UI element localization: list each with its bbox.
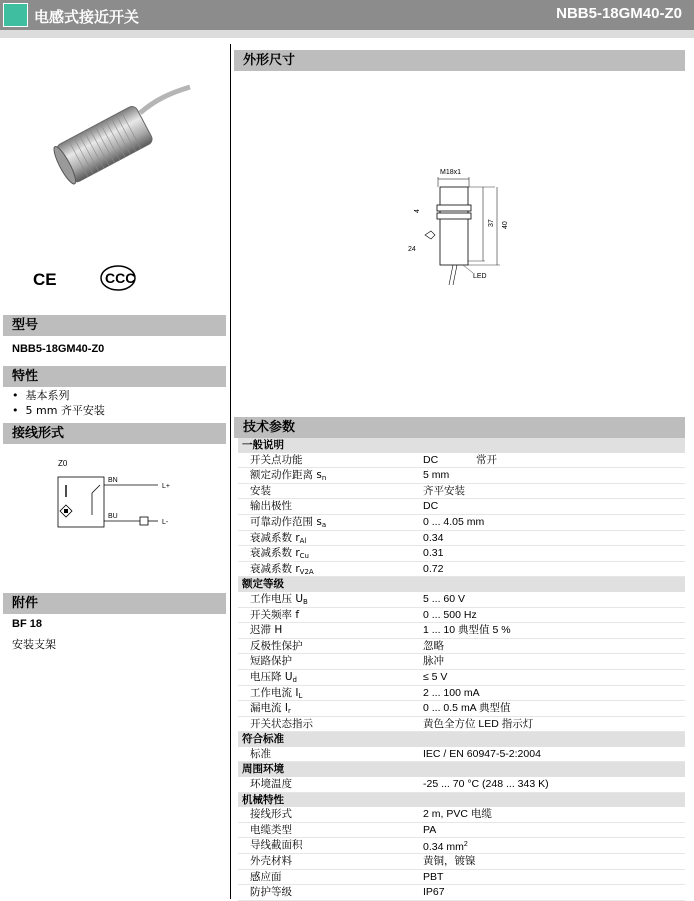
header-stripe [0, 30, 694, 38]
spec-row [238, 592, 685, 608]
spec-row [238, 807, 685, 823]
spec-group-heading: 机械特性 [238, 793, 685, 808]
certification-marks [33, 262, 143, 294]
spec-value: 0 ... 500 Hz [423, 608, 477, 621]
svg-text:BU: BU [108, 513, 118, 520]
spec-label: 输出极性 [250, 500, 292, 513]
dimension-drawing [405, 165, 515, 285]
page-title: 电感式接近开关 [34, 8, 140, 26]
spec-label: 导线截面积 [250, 839, 303, 852]
spec-label: 漏电流 $I_r$ [250, 702, 291, 716]
spec-label: 感应面 [250, 870, 282, 883]
spec-label: 工作电压 $U_B$ [250, 592, 308, 606]
spec-label: 开关状态指示 [250, 717, 313, 730]
svg-text:4: 4 [414, 209, 421, 213]
spec-row [238, 854, 685, 870]
spec-label: 衰减系数 $r_{Cu}$ [250, 547, 309, 561]
spec-label: 安装 [250, 484, 271, 497]
spec-value: IP67 [423, 886, 445, 899]
spec-label: 标准 [250, 747, 271, 760]
spec-label: 外壳材料 [250, 855, 292, 868]
spec-row [238, 546, 685, 562]
spec-row [238, 484, 685, 500]
spec-row [238, 531, 685, 547]
spec-row [238, 654, 685, 670]
spec-label: 开关频率 f [250, 608, 300, 621]
spec-group-heading: 额定等级 [238, 577, 685, 592]
spec-label: 反极性保护 [250, 639, 303, 652]
svg-text:M18x1: M18x1 [440, 169, 462, 176]
spec-group-heading: 周围环境 [238, 762, 685, 777]
spec-value: 2 ... 100 mA [423, 686, 480, 699]
ccc-mark-icon [101, 266, 135, 290]
wiring-diagram [50, 455, 200, 535]
spec-value: ≤ 5 V [423, 670, 448, 683]
spec-label: 衰减系数 $r_{V2A}$ [250, 562, 314, 576]
spec-label: 防护等级 [250, 886, 292, 899]
specs-table [238, 438, 685, 901]
accessory-description: 安装支架 [12, 638, 56, 651]
spec-value: PBT [423, 870, 444, 883]
spec-label: 工作电流 $I_L$ [250, 686, 303, 700]
spec-row [238, 686, 685, 702]
svg-text:24: 24 [408, 246, 416, 253]
specs-section-heading: 技术参数 [234, 417, 685, 438]
spec-row [238, 747, 685, 763]
spec-value: 0 ... 0.5 mA 典型值 [423, 702, 511, 715]
svg-text:37: 37 [488, 219, 495, 227]
features-section-heading: 特性 [3, 366, 226, 387]
spec-value: 脉冲 [423, 655, 444, 668]
svg-text:LED: LED [473, 273, 487, 280]
spec-row [238, 562, 685, 578]
spec-label: 开关点功能 [250, 453, 303, 466]
model-number: NBB5-18GM40-Z0 [556, 5, 682, 22]
product-sensor-image [45, 75, 195, 195]
feature-item: • 5 mm 齐平安装 [12, 404, 105, 417]
feature-item: • 基本系列 [12, 389, 70, 402]
spec-label: 衰减系数 $r_{Al}$ [250, 531, 307, 545]
spec-row [238, 670, 685, 686]
svg-text:CCC: CCC [105, 270, 136, 286]
spec-value: DC [423, 500, 439, 513]
wiring-section-heading: 接线形式 [3, 423, 226, 444]
header-bar [0, 0, 694, 30]
spec-row [238, 885, 685, 901]
spec-label: 环境温度 [250, 778, 292, 791]
spec-row [238, 823, 685, 839]
spec-value: 0.31 [423, 547, 444, 560]
spec-row [238, 623, 685, 639]
spec-value: 忽略 [423, 639, 444, 652]
spec-label: 可靠动作范围 $s_a$ [250, 515, 327, 529]
accessory-name: BF 18 [12, 618, 42, 630]
spec-label: 电缆类型 [250, 823, 292, 836]
spec-value: 5 ... 60 V [423, 592, 466, 605]
spec-row [238, 717, 685, 733]
spec-value: PA [423, 823, 437, 836]
spec-value: 0 ... 4.05 mm [423, 515, 485, 528]
spec-value: -25 ... 70 °C (248 ... 343 K) [423, 778, 549, 791]
spec-value: 2 m, PVC 电缆 [423, 808, 492, 821]
spec-row [238, 838, 685, 854]
brand-square-icon [3, 3, 28, 27]
spec-row [238, 453, 685, 469]
spec-row [238, 499, 685, 515]
svg-text:L+: L+ [162, 483, 170, 490]
accessory-section-heading: 附件 [3, 593, 226, 614]
svg-text:Z0: Z0 [58, 459, 68, 468]
spec-row [238, 608, 685, 624]
spec-label: 迟滞 H [250, 624, 283, 637]
model-value: NBB5-18GM40-Z0 [12, 343, 105, 355]
spec-value: 0.72 [423, 562, 444, 575]
spec-value: 黄铜，镀镍 [423, 855, 476, 868]
spec-value: 0.34 [423, 531, 444, 544]
spec-label: 电压降 $U_d$ [250, 670, 297, 684]
spec-label: 短路保护 [250, 655, 292, 668]
spec-row [238, 468, 685, 484]
spec-row [238, 515, 685, 531]
spec-row [238, 777, 685, 793]
spec-group-heading: 一般说明 [238, 438, 685, 453]
svg-text:40: 40 [502, 221, 509, 229]
spec-value: 1 ... 10 典型值 5 % [423, 624, 511, 637]
model-section-heading: 型号 [3, 315, 226, 336]
spec-value: 5 mm [423, 469, 450, 482]
dimensions-section-heading: 外形尺寸 [234, 50, 685, 71]
spec-row [238, 639, 685, 655]
spec-value: 齐平安装 [423, 484, 465, 497]
spec-value-secondary: 常开 [476, 453, 497, 466]
ce-mark-icon: CE [33, 270, 57, 289]
svg-text:BN: BN [108, 477, 118, 484]
spec-value: IEC / EN 60947-5-2:2004 [423, 747, 541, 760]
svg-text:L-: L- [162, 519, 169, 526]
spec-value: 黄色全方位 LED 指示灯 [423, 717, 534, 730]
spec-value: 0.34 $mm^2$ [423, 841, 468, 854]
spec-value: DC [423, 453, 439, 466]
spec-row [238, 701, 685, 717]
column-divider [230, 44, 231, 899]
spec-row [238, 870, 685, 886]
spec-group-heading: 符合标准 [238, 732, 685, 747]
spec-label: 接线形式 [250, 808, 292, 821]
spec-label: 额定动作距离 $s_n$ [250, 469, 327, 483]
